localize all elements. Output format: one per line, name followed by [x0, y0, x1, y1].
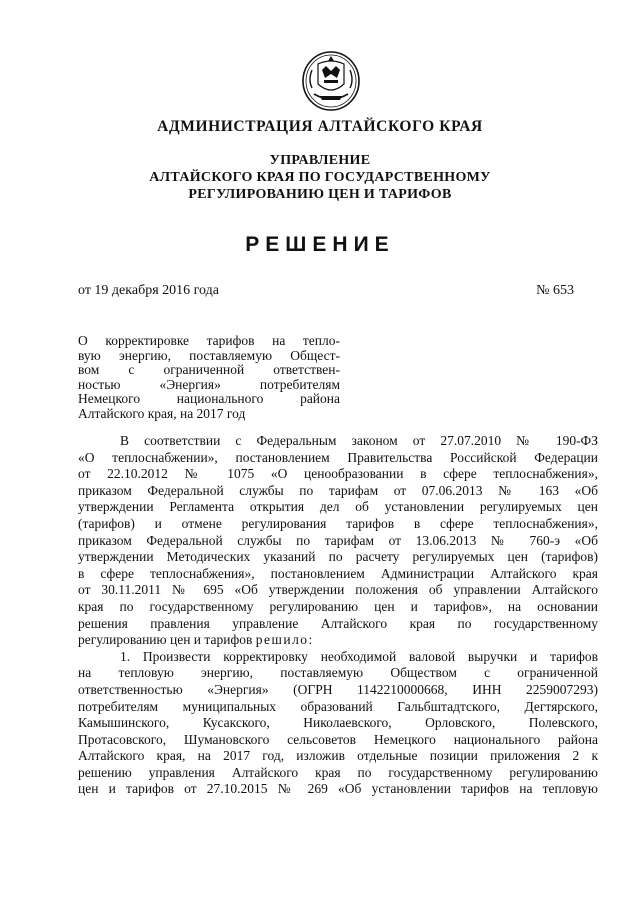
administration-title: АДМИНИСТРАЦИЯ АЛТАЙСКОГО КРАЯ — [157, 118, 483, 135]
subject-line: Алтайского края, на 2017 год — [78, 405, 246, 421]
body-line: Протасовского, Шумановского сельсоветов Немецкого национального района — [78, 731, 598, 747]
body-line: В соответствии с Федеральным законом от 27.07.2010 № 190-ФЗ — [120, 433, 598, 448]
body-line: в сфере теплоснабжения», постановлением Администрации Алтайского края — [78, 565, 598, 581]
body-line: решению управления Алтайского края по государственному регулированию — [78, 764, 598, 780]
body-line: решения правления управление Алтайского края по государственному — [78, 615, 598, 631]
body-line: от 22.10.2012 № 1075 «О ценообразовании в сфере теплоснабжения», — [78, 466, 598, 482]
subject-line: вую энергию, поставляемую Общест- — [78, 347, 340, 363]
department-line: АЛТАЙСКОГО КРАЯ ПО ГОСУДАРСТВЕННОМУ — [149, 170, 491, 185]
subject-line: вом с ограниченной ответствен- — [78, 362, 340, 378]
coat-of-arms-icon — [300, 50, 362, 112]
body-line: ответственностью «Энергия» (ОГРН 1142210000668, ИНН 2259007293) — [78, 681, 598, 697]
body-line: потребителям муниципальных образований Гальбштадтского, Дегтярского, — [78, 698, 598, 714]
department-line: УПРАВЛЕНИЕ — [269, 153, 371, 168]
body-line: Камышинского, Кусакского, Николаевского, Орловского, Полевского, — [78, 715, 598, 731]
body-line: 1. Произвести корректировку необходимой валовой выручки и тарифов — [120, 648, 598, 664]
body-line: Алтайского края, на 2017 год, изложив отдельные позиции приложения 2 к — [78, 748, 598, 764]
resolved-word: решило: — [255, 632, 314, 648]
document-number: № 653 — [536, 283, 574, 298]
document-body — [78, 433, 598, 798]
body-line: от 30.11.2011 № 695 «Об утверждении положения об управлении Алтайского — [78, 582, 598, 598]
document-date: от 19 декабря 2016 года — [78, 283, 219, 298]
body-line: цен и тарифов от 27.10.2015 № 269 «Об установлении тарифов на тепловую — [78, 781, 598, 797]
subject-line: Немецкого национального района — [78, 391, 340, 407]
department-title — [0, 152, 640, 203]
body-line: приказом Федеральной службы по тарифам от 07.06.2013 № 163 «Об — [78, 482, 598, 498]
body-line — [78, 632, 598, 649]
department-line: РЕГУЛИРОВАНИЮ ЦЕН И ТАРИФОВ — [188, 187, 452, 202]
body-line: края по государственному регулированию цен и тарифов», на основании — [78, 598, 598, 614]
subject-line: О корректировке тарифов на тепло- — [78, 333, 340, 348]
body-line: приказом Федеральной службы по тарифам от 13.06.2013 № 760-э «Об — [78, 532, 598, 548]
body-line: на тепловую энергию, поставляемую Обществом с ограниченной — [78, 665, 598, 681]
body-line: утверждении Регламента открытия дел об установлении регулируемых цен — [78, 499, 598, 515]
body-line: утверждении Методических указаний по расчету регулируемых цен (тарифов) — [78, 549, 598, 565]
document-type: РЕШЕНИЕ — [245, 233, 395, 256]
body-line: «О теплоснабжении», постановлением Правительства Российской Федерации — [78, 449, 598, 465]
body-line: (тарифов) и отмене регулирования тарифов в сфере теплоснабжения», — [78, 515, 598, 531]
document-subject — [78, 334, 340, 422]
body-line-text: регулированию цен и тарифов — [78, 632, 253, 648]
subject-line: ностью «Энергия» потребителям — [78, 376, 340, 392]
